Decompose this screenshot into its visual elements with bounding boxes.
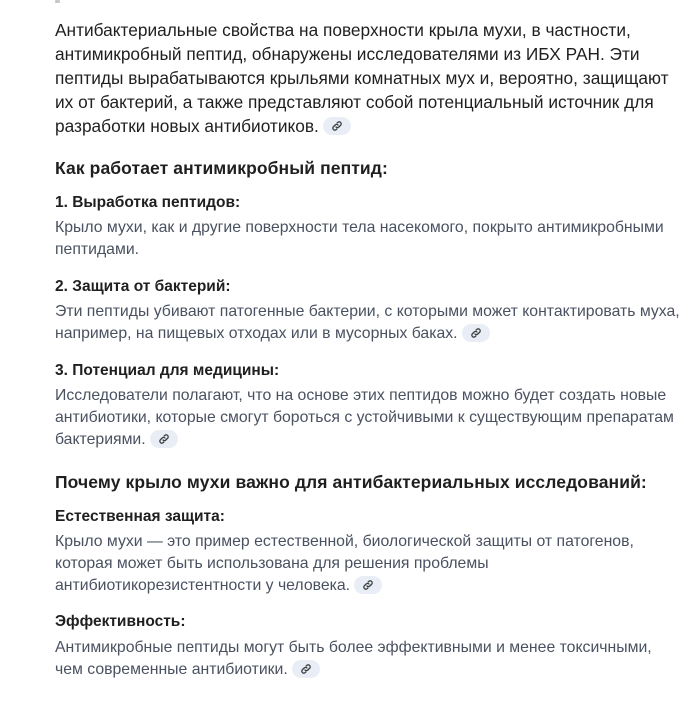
item-text-production bbox=[55, 217, 680, 261]
item-text-natural-defense-span: Крыло мухи — это пример естественной, биологической защиты от патогенов, которая может быть использована для решения проблемы антибиотикорезистентности у человека. bbox=[55, 533, 634, 594]
item-title-natural-defense: Естественная защита: bbox=[55, 508, 225, 525]
item-title-production: 1. Выработка пептидов: bbox=[55, 194, 241, 211]
link-icon bbox=[300, 663, 312, 675]
source-link-chip[interactable] bbox=[354, 576, 382, 594]
source-link-chip[interactable] bbox=[323, 117, 351, 135]
item-text-effectiveness-span: Антимикробные пептиды могут быть более эффективными и менее токсичными, чем современные антибиотики. bbox=[55, 639, 652, 678]
item-text-protection bbox=[55, 301, 680, 345]
item-text-natural-defense bbox=[55, 531, 680, 597]
item-text-protection-span: Эти пептиды убивают патогенные бактерии, с которыми может контактировать муха, например, на пищевых отходах или в мусорных баках. bbox=[55, 303, 680, 342]
link-icon bbox=[158, 433, 170, 445]
item-text-medicine bbox=[55, 385, 680, 451]
link-icon bbox=[331, 120, 343, 132]
item-title-protection: 2. Защита от бактерий: bbox=[55, 278, 231, 295]
item-text-production-span: Крыло мухи, как и другие поверхности тела насекомого, покрыто антимикробными пептидами. bbox=[55, 219, 664, 258]
intro-text: Антибактериальные свойства на поверхности крыла мухи, в частности, антимикробный пептид, обнаружены исследователями из ИБХ РАН. Эти пептиды вырабатываются крыльями комнатных мух и, вероятно, защищают их от бактерий, а также представляют собой потенциальный источник для разработки новых антибиотиков. bbox=[55, 20, 669, 136]
intro-paragraph bbox=[55, 18, 685, 138]
link-icon bbox=[362, 579, 374, 591]
section-heading-how-it-works: Как работает антимикробный пептид: bbox=[55, 158, 388, 178]
section-heading-why-important: Почему крыло мухи важно для антибактериальных исследований: bbox=[55, 472, 647, 492]
source-link-chip[interactable] bbox=[462, 324, 490, 342]
item-title-effectiveness: Эффективность: bbox=[55, 613, 186, 630]
source-link-chip[interactable] bbox=[150, 430, 178, 448]
item-text-medicine-span: Исследователи полагают, что на основе этих пептидов можно будет создать новые антибиотики, которые смогут бороться с устойчивыми к существующим препаратам бактериями. bbox=[55, 387, 674, 448]
item-text-effectiveness bbox=[55, 637, 680, 681]
source-link-chip[interactable] bbox=[292, 660, 320, 678]
scroll-edge-mark bbox=[55, 0, 60, 3]
item-title-medicine: 3. Потенциал для медицины: bbox=[55, 362, 280, 379]
link-icon bbox=[470, 327, 482, 339]
